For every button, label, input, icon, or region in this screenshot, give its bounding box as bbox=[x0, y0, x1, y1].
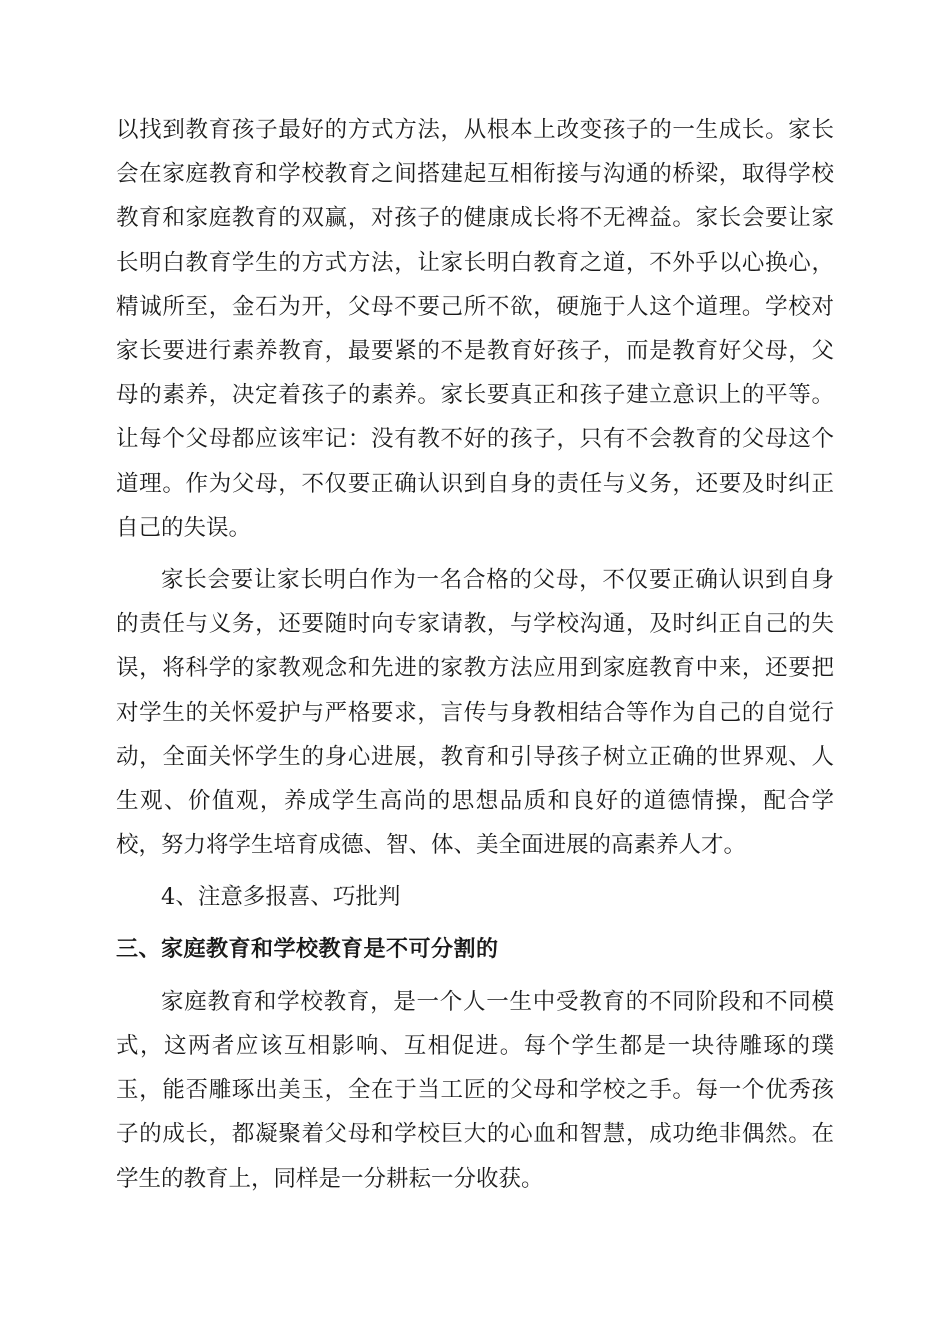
paragraph-parent-meeting: 家长会要让家长明白作为一名合格的父母，不仅要正确认识到自身的责任与义务，还要随时向专家请教，与学校沟通，及时纠正自己的失误，将科学的家教观念和先进的家教方法应用到家庭教育中来，还要把对学生的关怀爱护与严格要求，言传与身教相结合等作为自己的自觉行动，全面关怀学生的身心进展，教育和引导孩子树立正确的世界观、人生观、价值观，养成学生高尚的思想品质和良好的道德情操，配合学校，努力将学生培育成德、智、体、美全面进展的高素养人才。 bbox=[116, 567, 834, 859]
paragraph-section-body: 家庭教育和学校教育，是一个人一生中受教育的不同阶段和不同模式，这两者应该互相影响、互相促进。每个学生都是一块待雕琢的璞玉，能否雕琢出美玉，全在于当工匠的父母和学校之手。每一个优秀孩子的成长，都凝聚着父母和学校巨大的心血和智慧，成功绝非偶然。在学生的教育上，同样是一分耕耘一分收获。 bbox=[116, 988, 834, 1192]
list-item-point-4: 4、注意多报喜、巧批判 bbox=[161, 884, 401, 911]
section-heading: 三、家庭教育和学校教育是不可分割的 bbox=[116, 936, 499, 962]
paragraph-continuation: 以找到教育孩子最好的方式方法，从根本上改变孩子的一生成长。家长会在家庭教育和学校教育之间搭建起互相衔接与沟通的桥梁，取得学校教育和家庭教育的双赢，对孩子的健康成长将不无裨益。家长会要让家长明白教育学生的方式方法，让家长明白教育之道，不外乎以心换心，精诚所至，金石为开，父母不要己所不欲，硬施于人这个道理。学校对家长要进行素养教育，最要紧的不是教育好孩子，而是教育好父母，父母的素养，决定着孩子的素养。家长要真正和孩子建立意识上的平等。让每个父母都应该牢记：没有教不好的孩子，只有不会教育的父母这个道理。作为父母，不仅要正确认识到自身的责任与义务，还要及时纠正自己的失误。 bbox=[116, 117, 834, 541]
document-body bbox=[116, 108, 834, 1201]
